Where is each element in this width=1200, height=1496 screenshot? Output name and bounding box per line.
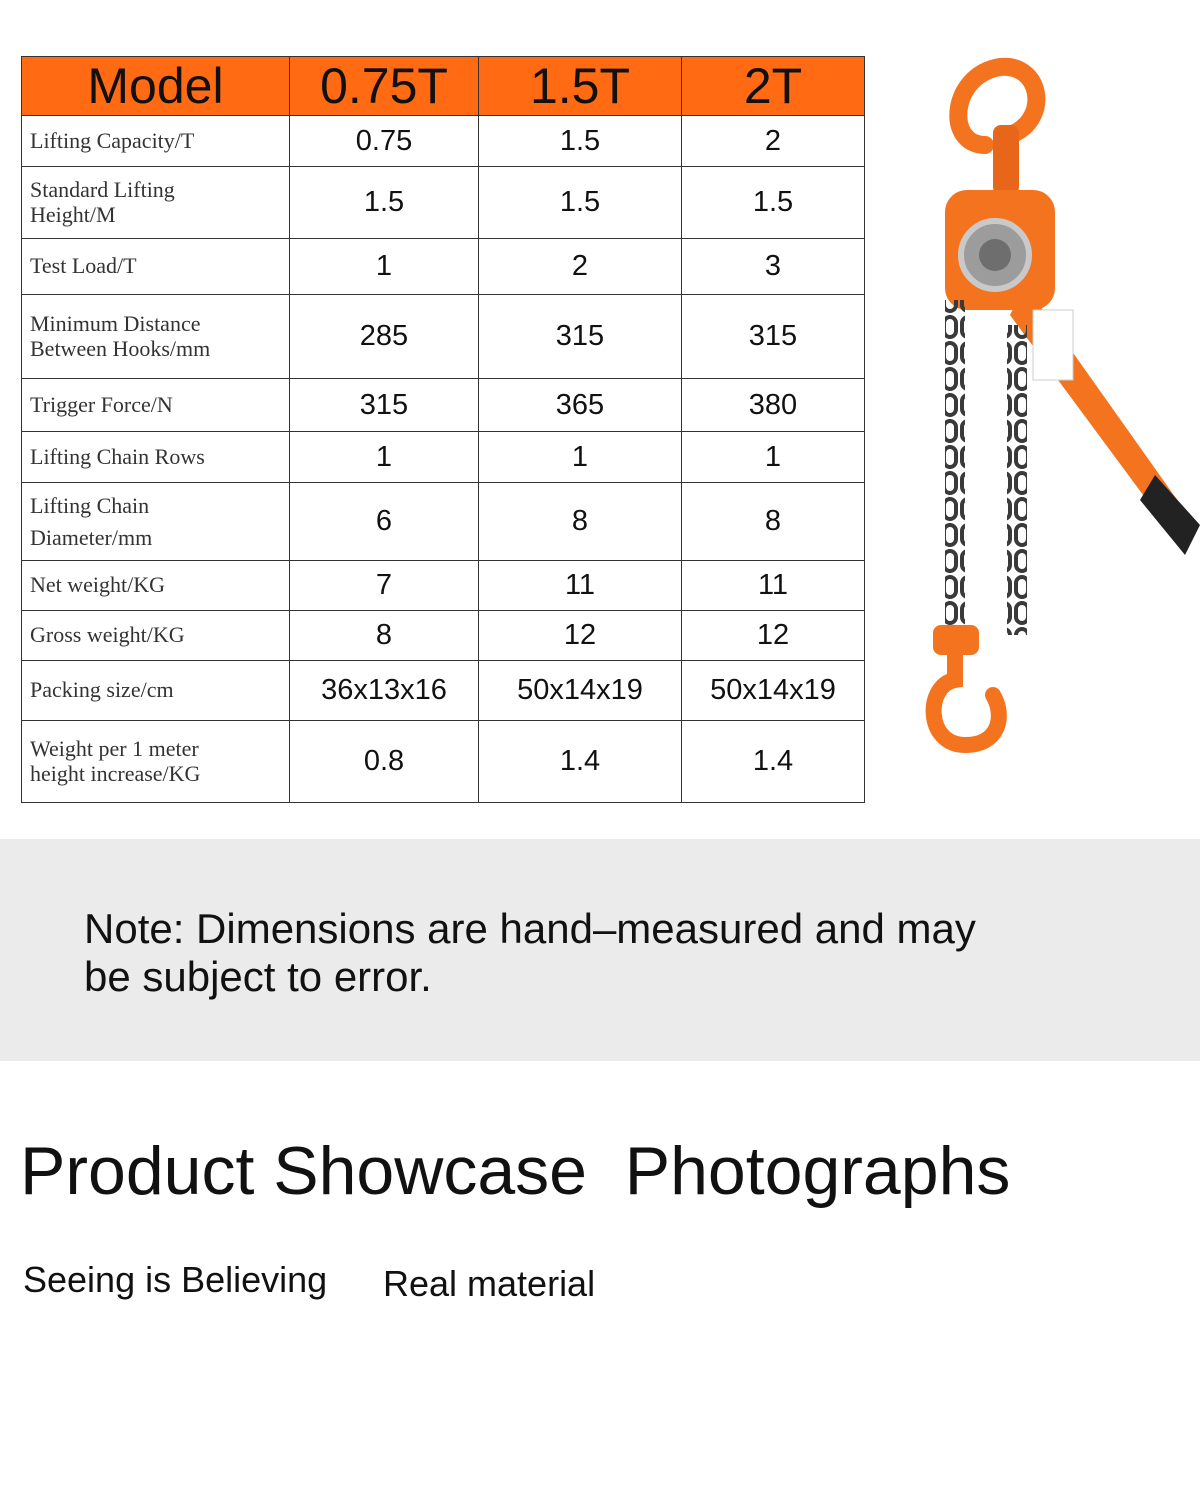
row-label: Minimum Distance Between Hooks/mm — [22, 295, 290, 379]
cell-value: 1 — [290, 239, 479, 295]
showcase-subtitle-material: Real material — [383, 1263, 596, 1304]
cell-value: 315 — [290, 379, 479, 432]
table-row — [22, 611, 865, 661]
cell-value: 11 — [479, 561, 682, 611]
cell-value: 1.5 — [479, 167, 682, 239]
cell-value: 8 — [290, 611, 479, 661]
cell-value: 50x14x19 — [682, 661, 865, 721]
table-row — [22, 167, 865, 239]
table-row — [22, 295, 865, 379]
cell-value: 315 — [479, 295, 682, 379]
table-row — [22, 239, 865, 295]
cell-value: 1.5 — [479, 116, 682, 167]
row-label: Lifting Chain Rows — [22, 432, 290, 483]
cell-value: 0.8 — [290, 721, 479, 803]
cell-value: 285 — [290, 295, 479, 379]
cell-value: 1 — [290, 432, 479, 483]
table-row — [22, 661, 865, 721]
cell-value: 365 — [479, 379, 682, 432]
cell-value: 11 — [682, 561, 865, 611]
lever-hoist-photo — [905, 55, 1200, 760]
cell-value: 1 — [682, 432, 865, 483]
table-row — [22, 432, 865, 483]
cell-value: 50x14x19 — [479, 661, 682, 721]
row-label: Packing size/cm — [22, 661, 290, 721]
cell-value: 8 — [479, 483, 682, 561]
row-label: Lifting Chain Diameter/mm — [22, 483, 290, 561]
table-row — [22, 116, 865, 167]
row-label: Lifting Capacity/T — [22, 116, 290, 167]
row-label: Net weight/KG — [22, 561, 290, 611]
cell-value: 1.5 — [682, 167, 865, 239]
cell-value: 1 — [479, 432, 682, 483]
cell-value: 3 — [682, 239, 865, 295]
row-label: Test Load/T — [22, 239, 290, 295]
cell-value: 1.4 — [479, 721, 682, 803]
table-row — [22, 561, 865, 611]
header-1-5t: 1.5T — [479, 57, 682, 116]
header-0-75t: 0.75T — [290, 57, 479, 116]
table-row — [22, 379, 865, 432]
row-label: Trigger Force/N — [22, 379, 290, 432]
cell-value: 1.5 — [290, 167, 479, 239]
cell-value: 380 — [682, 379, 865, 432]
spec-table — [21, 56, 865, 803]
table-row — [22, 721, 865, 803]
header-2t: 2T — [682, 57, 865, 116]
table-row — [22, 483, 865, 561]
row-label: Gross weight/KG — [22, 611, 290, 661]
cell-value: 2 — [479, 239, 682, 295]
row-label: Standard Lifting Height/M — [22, 167, 290, 239]
cell-value: 12 — [479, 611, 682, 661]
cell-value: 12 — [682, 611, 865, 661]
cell-value: 0.75 — [290, 116, 479, 167]
cell-value: 6 — [290, 483, 479, 561]
table-header-row — [22, 57, 865, 116]
showcase-subtitle-seeing: Seeing is Believing — [23, 1259, 328, 1300]
cell-value: 7 — [290, 561, 479, 611]
measurement-note: Note: Dimensions are hand–measured and may be subject to error. — [84, 905, 976, 1000]
cell-value: 1.4 — [682, 721, 865, 803]
cell-value: 36x13x16 — [290, 661, 479, 721]
cell-value: 2 — [682, 116, 865, 167]
header-model: Model — [22, 57, 290, 116]
cell-value: 315 — [682, 295, 865, 379]
showcase-title: Product Showcase Photographs — [20, 1133, 1011, 1209]
row-label: Weight per 1 meter height increase/KG — [22, 721, 290, 803]
cell-value: 8 — [682, 483, 865, 561]
